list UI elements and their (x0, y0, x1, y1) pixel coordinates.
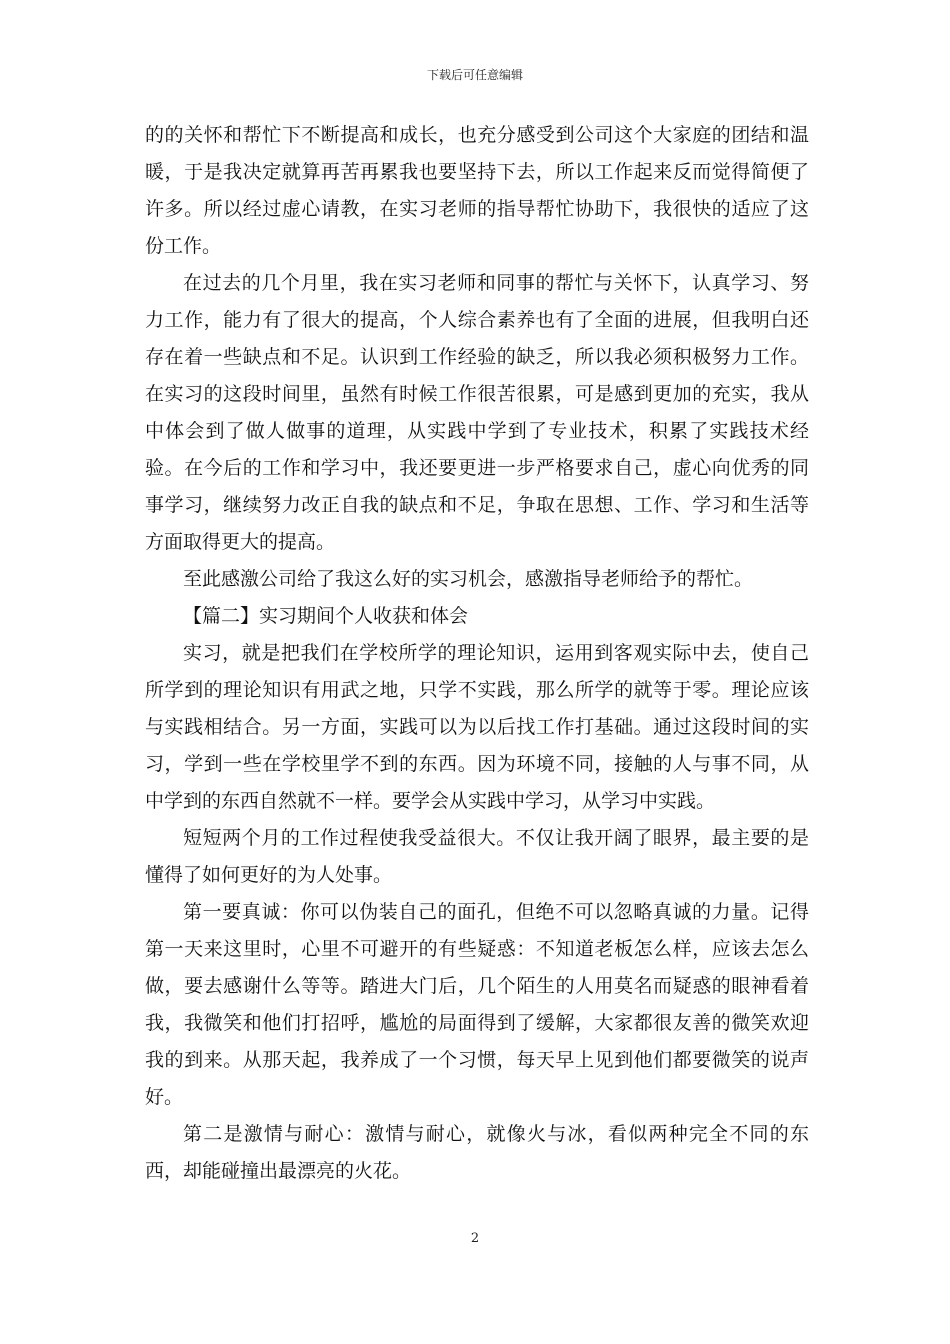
paragraph-2: 在过去的几个月里，我在实习老师和同事的帮忙与关怀下，认真学习、努力工作，能力有了很大的提高，个人综合素养也有了全面的进展，但我明白还存在着一些缺点和不足。认识到工作经验的缺乏，所以我必须积极努力工作。在实习的这段时间里，虽然有时候工作很苦很累，可是感到更加的充实，我从中体会到了做人做事的道理，从实践中学到了专业技术，积累了实践技术经验。在今后的工作和学习中，我还要更进一步严格要求自己，虚心向优秀的同事学习，继续努力改正自我的缺点和不足，争取在思想、工作、学习和生活等方面取得更大的提高。 (145, 272, 809, 553)
paragraph-6: 第一要真诚：你可以伪装自己的面孔，但绝不可以忽略真诚的力量。记得第一天来这里时，心里不可避开的有些疑惑：不知道老板怎么样，应该去怎么做，要去感谢什么等等。踏进大门后，几个陌生的人用莫名而疑惑的眼神看着我，我微笑和他们打招呼，尴尬的局面得到了缓解，大家都很友善的微笑欢迎我的到来。从那天起，我养成了一个习惯，每天早上见到他们都要微笑的说声好。 (145, 901, 809, 1108)
page-number: 2 (470, 1231, 480, 1246)
paragraph-5: 短短两个月的工作过程使我受益很大。不仅让我开阔了眼界，最主要的是懂得了如何更好的为人处事。 (145, 827, 809, 886)
paragraph-1: 的的关怀和帮忙下不断提高和成长，也充分感受到公司这个大家庭的团结和温暖，于是我决定就算再苦再累我也要坚持下去，所以工作起来反而觉得简便了许多。所以经过虚心请教，在实习老师的指导帮忙协助下，我很快的适应了这份工作。 (145, 124, 809, 257)
section-heading: 【篇二】实习期间个人收获和体会 (183, 605, 469, 627)
paragraph-7: 第二是激情与耐心：激情与耐心，就像火与冰，看似两种完全不同的东西，却能碰撞出最漂亮的火花。 (145, 1123, 809, 1182)
page-header: 下载后可任意编辑 (426, 68, 523, 82)
paragraph-3: 至此感激公司给了我这么好的实习机会，感激指导老师给予的帮忙。 (183, 568, 754, 590)
paragraph-4: 实习，就是把我们在学校所学的理论知识，运用到客观实际中去，使自己所学到的理论知识有用武之地，只学不实践，那么所学的就等于零。理论应该与实践相结合。另一方面，实践可以为以后找工作打基础。通过这段时间的实习，学到一些在学校里学不到的东西。因为环境不同，接触的人与事不同，从中学到的东西自然就不一样。要学会从实践中学习，从学习中实践。 (145, 642, 809, 812)
document-body (145, 117, 809, 1190)
